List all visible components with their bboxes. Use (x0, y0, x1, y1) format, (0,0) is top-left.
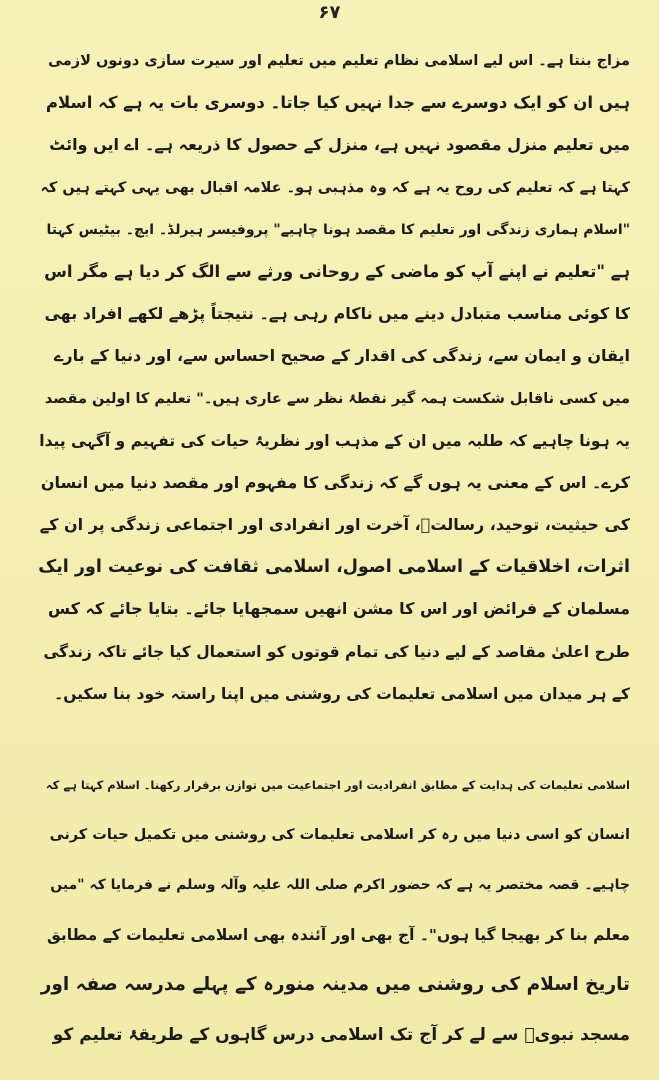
text-line: مسلمان کے فرائض اور اس کا مشن انھیں سمجھایا جائے۔ بتایا جائے کہ کس (48, 599, 630, 619)
text-line: "اسلام ہماری زندگی اور تعلیم کا مقصد ہونا چاہیے" پروفیسر ہیرلڈ۔ ایچ۔ بیٹیس کہتا (46, 221, 630, 238)
text-line: میں کسی ناقابل شکست ہمہ گیر نقطۂ نظر سے عاری ہیں۔" تعلیم کا اولین مقصد (44, 390, 630, 407)
text-line: معلم بنا کر بھیجا گیا ہوں"۔ آج بھی اور آئندہ بھی اسلامی تعلیمات کے مطابق (46, 926, 630, 944)
text-line: ہیں ان کو ایک دوسرے سے جدا نہیں کیا جاتا۔ دوسری بات یہ ہے کہ اسلام (45, 93, 630, 113)
text-line: انسان کو اسی دنیا میں رہ کر اسلامی تعلیمات کی روشنی میں تکمیل حیات کرنی (49, 827, 630, 843)
text-line: ایقان و ایمان سے، زندگی کی اقدار کے صحیح احساس سے، اور دنیا کے بارے (54, 346, 630, 366)
text-line: تاریخ اسلام کی روشنی میں مدینہ منورہ کے پہلے مدرسہ صفہ اور (40, 974, 630, 995)
text-line: کی حیثیت، توحید، رسالتؐ، آخرت اور انفرادی اور اجتماعی زندگی پر ان کے (39, 515, 630, 535)
text-line: اسلامی تعلیمات کی ہدایت کے مطابق انفرادیت اور اجتماعیت میں توازن برقرار رکھنا۔ اسلام کہتا ہے کہ (45, 778, 630, 792)
page-number: ۶۷ (318, 2, 341, 23)
text-line: مزاج بنتا ہے۔ اس لیے اسلامی نظام تعلیم میں تعلیم اور سیرت سازی دونوں لازمی (48, 53, 630, 69)
text-line: یہ ہونا چاہیے کہ طلبہ میں ان کے مذہب اور نظریۂ حیات کی تفہیم و آگہی پیدا (39, 431, 630, 450)
text-line: مسجد نبویؐ سے لے کر آج تک اسلامی درس گاہوں کے طریقۂ تعلیم کو (52, 1025, 630, 1045)
text-line: میں تعلیم منزل مقصود نہیں ہے، منزل کے حصول کا ذریعہ ہے۔ اے ایں وائٹ (49, 135, 630, 155)
paragraph-1 (38, 40, 630, 715)
text-line: کے ہر میدان میں اسلامی تعلیمات کی روشنی میں اپنا راستہ خود بنا سکیں۔ (54, 684, 630, 703)
text-line: کا کوئی مناسب متبادل دینے میں ناکام رہی ہے۔ نتیجتاً پڑھے لکھے افراد بھی (44, 304, 630, 324)
text-line: کرے۔ اس کے معنی یہ ہوں گے کہ زندگی کا مفہوم اور مقصد دنیا میں انسان (40, 472, 630, 492)
text-line: چاہیے۔ قصہ مختصر یہ ہے کہ حضور اکرم صلی اللہ علیہ وآلہ وسلم نے فرمایا کہ "میں (50, 877, 630, 893)
text-line: طرح اعلیٰ مقاصد کے لیے دنیا کی تمام قوتوں کو استعمال کیا جائے تاکہ زندگی (43, 642, 630, 661)
text-line: کہتا ہے کہ تعلیم کی روح یہ ہے کہ وہ مذہبی ہو۔ علامہ اقبال بھی یہی کہتے ہیں کہ (40, 179, 630, 196)
text-line: ہے "تعلیم نے اپنے آپ کو ماضی کے روحانی ورثے سے الگ کر دیا ہے مگر اس (44, 261, 630, 281)
paragraph-2 (38, 760, 630, 1060)
text-line: اثرات، اخلاقیات کے اسلامی اصول، اسلامی ثقافت کی نوعیت اور ایک (38, 557, 630, 578)
